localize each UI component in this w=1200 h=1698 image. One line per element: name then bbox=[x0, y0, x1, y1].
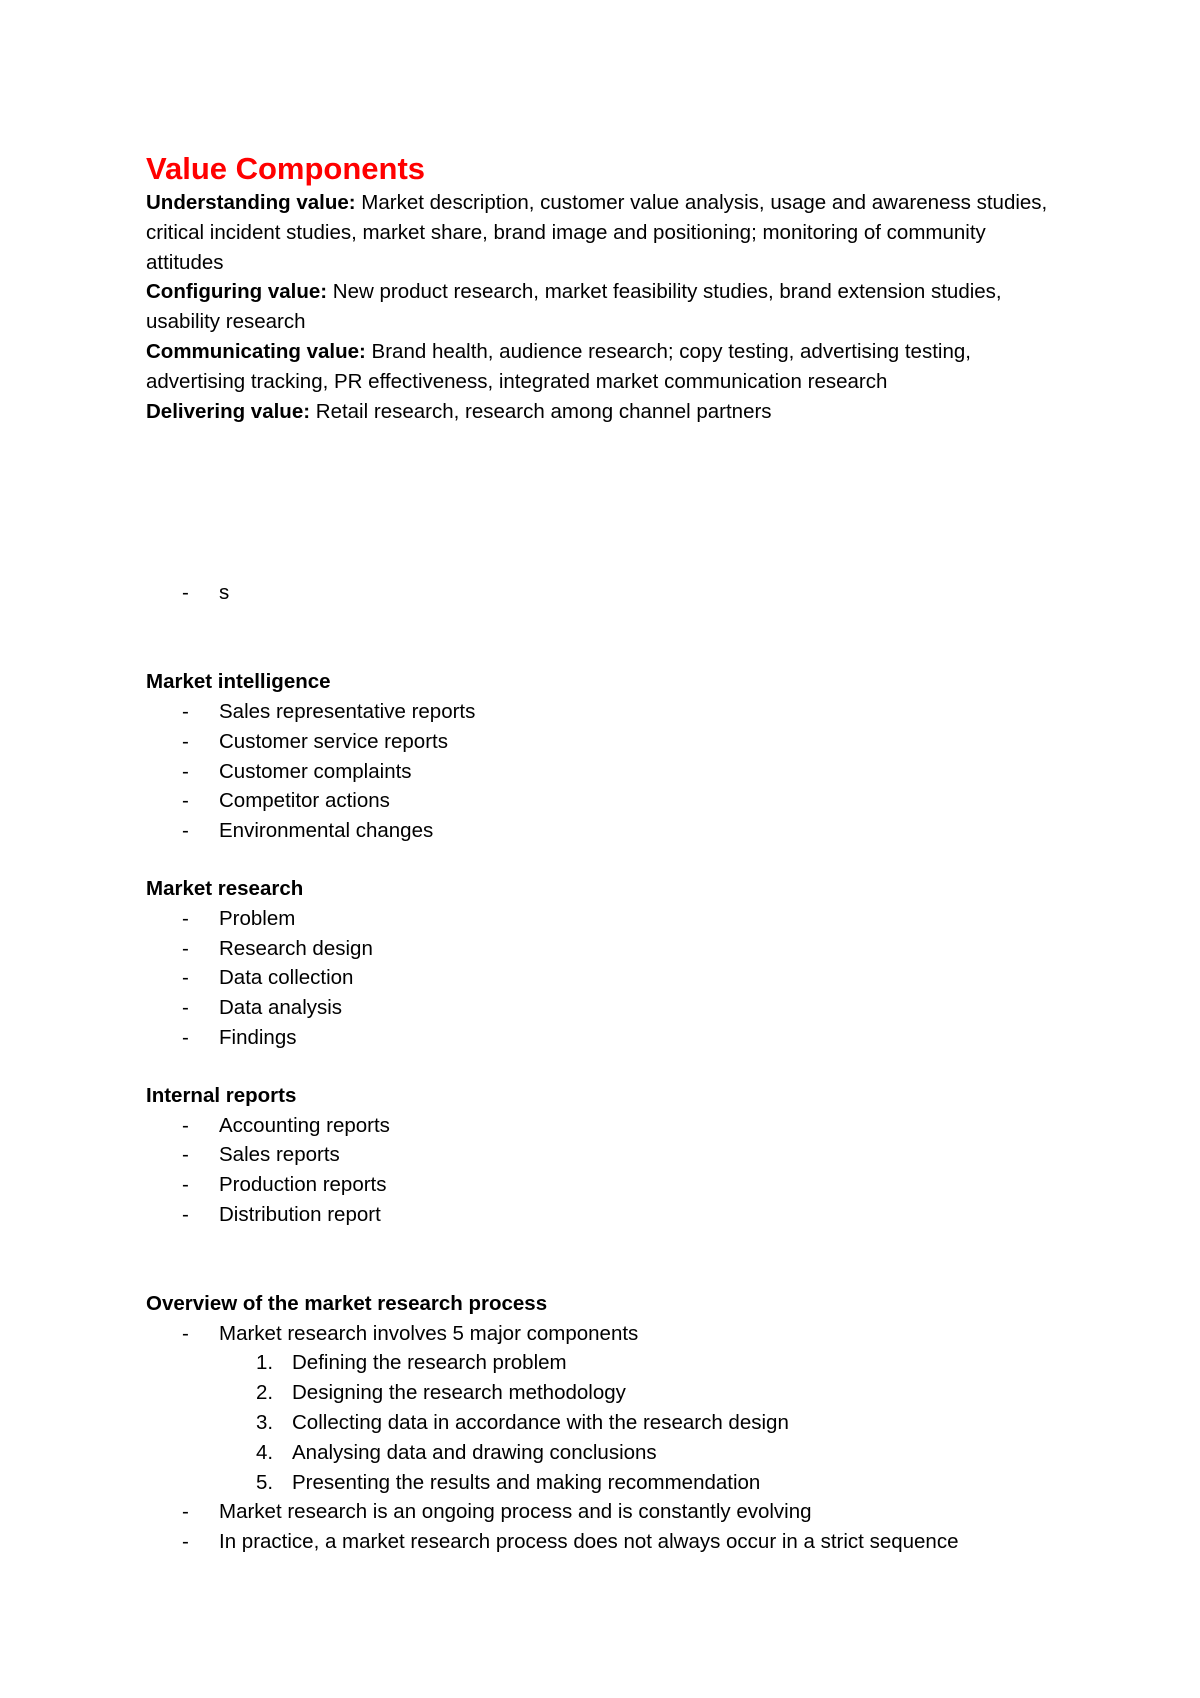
numbered-item bbox=[146, 1348, 1066, 1378]
list-item bbox=[146, 1170, 1066, 1200]
document-title: Value Components bbox=[146, 151, 426, 186]
dash-bullet: - bbox=[182, 1530, 189, 1554]
item-number: 1. bbox=[256, 1351, 274, 1375]
list-item-text: Customer service reports bbox=[219, 729, 448, 753]
list-item-text: Data analysis bbox=[219, 996, 343, 1020]
list-item bbox=[146, 1200, 1066, 1230]
numbered-item bbox=[146, 1408, 1066, 1438]
communicating-value-text: Brand health, audience research; copy testing, advertising testing, advertising tracking, PR effectiveness, integrated market communication research bbox=[146, 339, 971, 393]
numbered-item bbox=[146, 1468, 1066, 1498]
list-item bbox=[146, 1111, 1066, 1141]
understanding-value-paragraph bbox=[146, 188, 1066, 277]
dash-bullet: - bbox=[182, 729, 189, 753]
list-item bbox=[146, 993, 1066, 1023]
market-intelligence-list bbox=[146, 697, 1066, 846]
numbered-item-text: Designing the research methodology bbox=[292, 1381, 626, 1405]
list-item bbox=[146, 757, 1066, 787]
spacer bbox=[146, 426, 1066, 578]
list-item bbox=[146, 1023, 1066, 1053]
dash-bullet: - bbox=[182, 819, 189, 843]
overview-list bbox=[146, 1319, 1066, 1349]
list-item-text: Production reports bbox=[219, 1173, 387, 1197]
dash-bullet: - bbox=[182, 1173, 189, 1197]
spacer bbox=[146, 846, 1066, 874]
dash-bullet: - bbox=[182, 936, 189, 960]
overview-steps-list bbox=[146, 1348, 1066, 1497]
list-item bbox=[146, 1527, 1066, 1557]
delivering-value-text: Retail research, research among channel partners bbox=[310, 399, 772, 423]
dash-bullet: - bbox=[182, 906, 189, 930]
item-number: 2. bbox=[256, 1381, 274, 1405]
overview-heading: Overview of the market research process bbox=[146, 1291, 548, 1315]
item-number: 5. bbox=[256, 1470, 274, 1494]
market-research-heading: Market research bbox=[146, 876, 304, 900]
internal-reports-heading: Internal reports bbox=[146, 1083, 297, 1107]
numbered-item bbox=[146, 1378, 1066, 1408]
list-item-text: Environmental changes bbox=[219, 819, 434, 843]
list-item-text: Problem bbox=[219, 906, 296, 930]
overview-points-list bbox=[146, 1497, 1066, 1557]
dash-bullet: - bbox=[182, 1025, 189, 1049]
communicating-value-label: Communicating value: bbox=[146, 339, 366, 363]
understanding-value-text: Market description, customer value analysis, usage and awareness studies, critical incident studies, market share, brand image and positioning; monitoring of community attitudes bbox=[146, 191, 1048, 274]
dash-bullet: - bbox=[182, 1143, 189, 1167]
list-item bbox=[146, 904, 1066, 934]
dash-bullet: - bbox=[182, 1321, 189, 1345]
dash-bullet: - bbox=[182, 966, 189, 990]
configuring-value-text: New product research, market feasibility studies, brand extension studies, usability research bbox=[146, 280, 1002, 334]
list-item bbox=[146, 1140, 1066, 1170]
numbered-item-text: Defining the research problem bbox=[292, 1351, 567, 1375]
list-item bbox=[146, 727, 1066, 757]
delivering-value-label: Delivering value: bbox=[146, 399, 311, 423]
list-item bbox=[146, 1319, 1066, 1349]
list-item-text: Sales reports bbox=[219, 1143, 340, 1167]
communicating-value-paragraph bbox=[146, 337, 1066, 397]
numbered-item-text: Collecting data in accordance with the research design bbox=[292, 1410, 789, 1434]
list-item-text: Findings bbox=[219, 1025, 297, 1049]
list-item bbox=[146, 697, 1066, 727]
list-item-text: Market research involves 5 major components bbox=[219, 1321, 639, 1345]
dash-bullet: - bbox=[182, 1202, 189, 1226]
market-research-list bbox=[146, 904, 1066, 1053]
configuring-value-label: Configuring value: bbox=[146, 280, 328, 304]
list-item-text: Customer complaints bbox=[219, 759, 412, 783]
list-item bbox=[146, 934, 1066, 964]
numbered-item-text: Analysing data and drawing conclusions bbox=[292, 1440, 657, 1464]
list-item-text: In practice, a market research process does not always occur in a strict sequence bbox=[219, 1530, 959, 1554]
dash-bullet: - bbox=[182, 1113, 189, 1137]
dash-bullet: - bbox=[182, 1500, 189, 1524]
spacer bbox=[146, 1230, 1066, 1289]
list-item-text: Sales representative reports bbox=[219, 699, 476, 723]
item-number: 3. bbox=[256, 1410, 274, 1434]
internal-reports-list bbox=[146, 1111, 1066, 1230]
list-item bbox=[146, 963, 1066, 993]
understanding-value-label: Understanding value: bbox=[146, 191, 356, 214]
numbered-item bbox=[146, 1438, 1066, 1468]
list-item bbox=[146, 816, 1066, 846]
list-item bbox=[146, 1497, 1066, 1527]
list-item-text: Competitor actions bbox=[219, 789, 390, 813]
dash-bullet: - bbox=[182, 996, 189, 1020]
spacer bbox=[146, 608, 1066, 667]
configuring-value-paragraph bbox=[146, 277, 1066, 337]
stray-list bbox=[146, 578, 1066, 608]
list-item-text: Accounting reports bbox=[219, 1113, 390, 1137]
numbered-item-text: Presenting the results and making recommendation bbox=[292, 1470, 761, 1494]
list-item-text: Distribution report bbox=[219, 1202, 381, 1226]
item-number: 4. bbox=[256, 1440, 274, 1464]
list-item-text: Data collection bbox=[219, 966, 354, 990]
list-item-text: Research design bbox=[219, 936, 373, 960]
dash-bullet: - bbox=[182, 789, 189, 813]
list-item bbox=[146, 786, 1066, 816]
delivering-value-paragraph bbox=[146, 397, 1066, 427]
list-item bbox=[146, 578, 1066, 608]
list-item-text: s bbox=[219, 581, 230, 605]
document-content bbox=[146, 150, 1066, 1557]
market-intelligence-heading: Market intelligence bbox=[146, 670, 331, 694]
dash-bullet: - bbox=[182, 581, 189, 605]
dash-bullet: - bbox=[182, 759, 189, 783]
list-item-text: Market research is an ongoing process and is constantly evolving bbox=[219, 1500, 812, 1524]
spacer bbox=[146, 1053, 1066, 1081]
dash-bullet: - bbox=[182, 699, 189, 723]
